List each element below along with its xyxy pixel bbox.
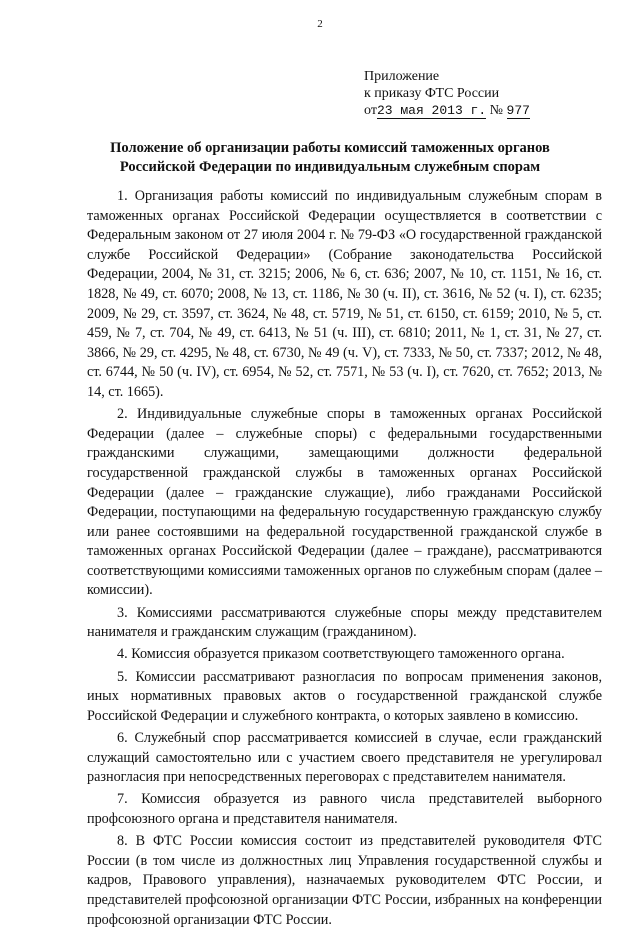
paragraph-2: 2. Индивидуальные служебные споры в таможенных органах Российской Федерации (далее – служебные споры) с федеральными государственными гражданскими служащими, замещающими должности федеральной государственной гражданской службы в таможенных органах Российской Федерации (далее – гражданские служащие), либо гражданами Российской Федерации, поступающими на федеральную государственную гражданскую службу или ранее состоявшими на федеральной государственной гражданской службе в таможенных органах Российской Федерации (далее – граждане), рассматриваются соответствующими комиссиями таможенных органов по служебным спорам (далее – комиссии). bbox=[87, 406, 602, 599]
paragraph-3: 3. Комиссиями рассматриваются служебные споры между представителем нанимателя и гражданским служащим (гражданином). bbox=[87, 604, 602, 641]
appendix-date-line bbox=[364, 102, 604, 119]
date-prefix: от bbox=[364, 103, 377, 118]
document-title bbox=[60, 139, 600, 177]
title-line-1: Положение об организации работы комиссий таможенных органов bbox=[110, 140, 550, 156]
paragraph-6: 6. Служебный спор рассматривается комиссией в случае, если гражданский служащий самостоятельно или с участием своего представителя не урегулировал разногласия при непосредственных переговорах с представителем нанимателя. bbox=[87, 730, 602, 786]
paragraph-1: 1. Организация работы комиссий по индивидуальным служебным спорам в таможенных органах Российской Федерации осуществляется в соответствии с Федеральным законом от 27 июля 2004 г. № 79-ФЗ «О государственной гражданской службе Российской Федерации» (Собрание законодательства Российской Федерации, 2004, № 31, ст. 3215; 2006, № 6, ст. 636; 2007, № 10, ст. 1151, № 16, ст. 1828, № 49, ст. 6070; 2008, № 13, ст. 1186, № 30 (ч. II), ст. 3616, № 52 (ч. I), ст. 6235; 2009, № 29, ст. 3597, ст. 3624, № 48, ст. 5719, № 51, ст. 6150, ст. 6159; 2010, № 5, ст. 459, № 7, ст. 704, № 49, ст. 6413, № 51 (ч. III), ст. 6810; 2011, № 1, ст. 31, № 27, ст. 3866, № 29, ст. 4295, № 48, ст. 6730, № 49 (ч. V), ст. 7333, № 50, ст. 7337; 2012, № 48, ст. 6744, № 50 (ч. IV), ст. 6954, № 52, ст. 7571, № 53 (ч. I), ст. 7620, ст. 7652; 2013, № 14, ст. 1665). bbox=[87, 188, 602, 400]
appendix-label: Приложение bbox=[364, 69, 440, 84]
title-line-2: Российской Федерации по индивидуальным служебным спорам bbox=[119, 159, 541, 175]
paragraph-7: 7. Комиссия образуется из равного числа представителей выборного профсоюзного органа и представителя нанимателя. bbox=[87, 791, 602, 827]
appendix-header bbox=[364, 68, 604, 119]
number-sign: № bbox=[489, 103, 504, 118]
document-body bbox=[87, 187, 602, 933]
paragraph-4: 4. Комиссия образуется приказом соответствующего таможенного органа. bbox=[117, 646, 565, 663]
page-number: 2 bbox=[317, 18, 323, 30]
paragraph-5: 5. Комиссии рассматривают разногласия по вопросам применения законов, иных нормативных правовых актов о государственной гражданской службе Российской Федерации и служебного контракта, о которых заявлено в комиссию. bbox=[87, 668, 602, 724]
paragraph-8: 8. В ФТС России комиссия состоит из представителей руководителя ФТС России (в том числе из должностных лиц Управления государственной службы и кадров, Правового управления), назначаемых руководителем ФТС России, и представителей профсоюзной организации ФТС России, избранных на конференции профсоюзной организации ФТС России. bbox=[87, 833, 602, 928]
appendix-order-ref: к приказу ФТС России bbox=[364, 86, 500, 101]
order-date: 23 мая 2013 г. bbox=[376, 103, 487, 118]
order-number: 977 bbox=[506, 103, 530, 118]
